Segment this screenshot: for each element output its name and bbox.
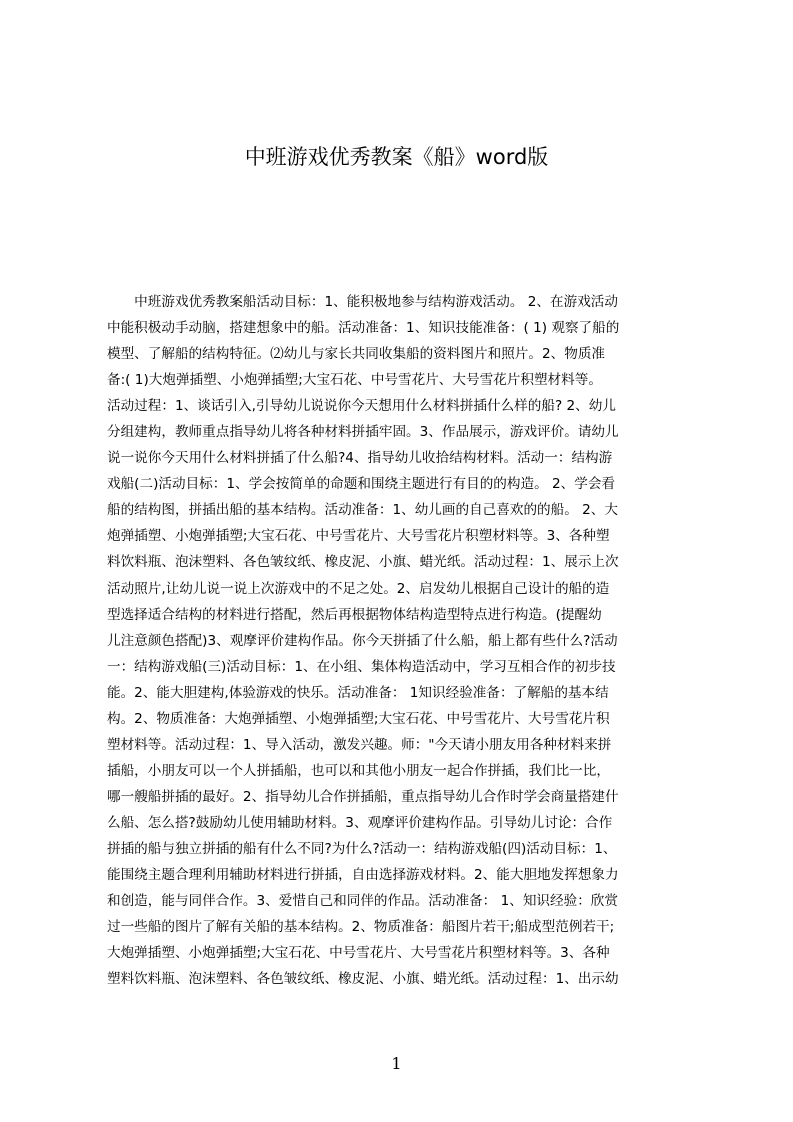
body-text-line: 么船、怎么搭?鼓励幼儿使用辅助材料。3、观摩评价建构作品。引导幼儿讨论：合作 — [107, 814, 613, 831]
body-text-line: 和创造，能与同伴合作。3、爱惜自己和同伴的作品。活动准备： 1、知识经验：欣赏 — [107, 893, 618, 910]
body-text-line: 型选择适合结构的材料进行搭配，然后再根据物体结构造型特点进行构造。(提醒幼 — [107, 606, 602, 623]
body-text-line: 儿注意颜色搭配)3、观摩评价建构作品。你今天拼插了什么船，船上都有些什么?活动 — [107, 632, 618, 649]
body-text-line: 炮弹插塑、小炮弹插塑;大宝石花、中号雪花片、大号雪花片积塑材料等。3、各种塑 — [107, 528, 610, 545]
body-text-line: 料饮料瓶、泡沫塑料、各色皱纹纸、橡皮泥、小旗、蜡光纸。活动过程：1、展示上次 — [107, 554, 619, 571]
body-text-line: 拼插的船与独立拼插的船有什么不同?为什么?活动一：结构游戏船(四)活动目标：1、 — [107, 840, 617, 857]
body-text-line: 能围绕主题合理利用辅助材料进行拼插，自由选择游戏材料。2、能大胆地发挥想象力 — [107, 867, 619, 884]
document-body — [107, 289, 698, 992]
body-text-line: 中能积极动手动脑，搭建想象中的船。活动准备：1、知识技能准备：( 1) 观察了船的 — [107, 320, 620, 337]
body-text-line: 一：结构游戏船(三)活动目标：1、在小组、集体构造活动中，学习互相合作的初步技 — [107, 658, 616, 675]
body-text-line: 过一些船的图片了解有关船的基本结构。2、物质准备：船图片若干;船成型范例若干; — [107, 919, 615, 936]
body-text-line: 活动过程：1、谈话引入,引导幼儿说说你今天想用什么材料拼插什么样的船? 2、幼儿 — [107, 398, 616, 415]
body-text-line: 模型、了解船的结构特征。⑵幼儿与家长共同收集船的资料图片和照片。2、物质准 — [107, 346, 606, 363]
body-text-line: 能。2、能大胆建构,体验游戏的快乐。活动准备： 1知识经验准备：了解船的基本结 — [107, 684, 609, 701]
body-text-line: 塑材料等。活动过程：1、导入活动，激发兴趣。师："今天请小朋友用各种材料来拼 — [107, 736, 612, 753]
document-title: 中班游戏优秀教案《船》word版 — [244, 145, 549, 169]
body-text-line: 活动照片,让幼儿说一说上次游戏中的不足之处。2、启发幼儿根据自己设计的船的造 — [107, 580, 610, 597]
page-number: 1 — [391, 1054, 402, 1073]
body-text-line: 构。2、物质准备：大炮弹插塑、小炮弹插塑;大宝石花、中号雪花片、大号雪花片积 — [107, 710, 610, 727]
body-text-line: 说一说你今天用什么材料拼插了什么船?4、指导幼儿收拾结构材料。活动一：结构游 — [107, 450, 613, 467]
body-text-line: 戏船(二)活动目标：1、学会按简单的命题和围绕主题进行有目的的构造。 2、学会看 — [107, 476, 616, 493]
body-text-line: 船的结构图，拼插出船的基本结构。活动准备：1、幼儿画的自己喜欢的的船。 2、大 — [107, 502, 618, 519]
body-text-line: 哪一艘船拼插的最好。2、指导幼儿合作拼插船，重点指导幼儿合作时学会商量搭建什 — [107, 788, 619, 805]
body-text-line: 分组建构，教师重点指导幼儿将各种材料拼插牢固。3、作品展示，游戏评价。请幼儿 — [107, 424, 619, 441]
body-text-line: 中班游戏优秀教案船活动目标：1、能积极地参与结构游戏活动。 2、在游戏活动 — [107, 294, 618, 310]
body-text-line: 大炮弹插塑、小炮弹插塑;大宝石花、中号雪花片、大号雪花片积塑材料等。3、各种 — [107, 945, 610, 962]
body-text-line: 备:( 1)大炮弹插塑、小炮弹插塑;大宝石花、中号雪花片、大号雪花片积塑材料等。 — [107, 372, 602, 389]
body-text-line: 塑料饮料瓶、泡沫塑料、各色皱纹纸、橡皮泥、小旗、蜡光纸。活动过程：1、出示幼 — [107, 971, 619, 988]
body-text-line: 插船，小朋友可以一个人拼插船，也可以和其他小朋友一起合作拼插，我们比一比， — [107, 762, 610, 779]
